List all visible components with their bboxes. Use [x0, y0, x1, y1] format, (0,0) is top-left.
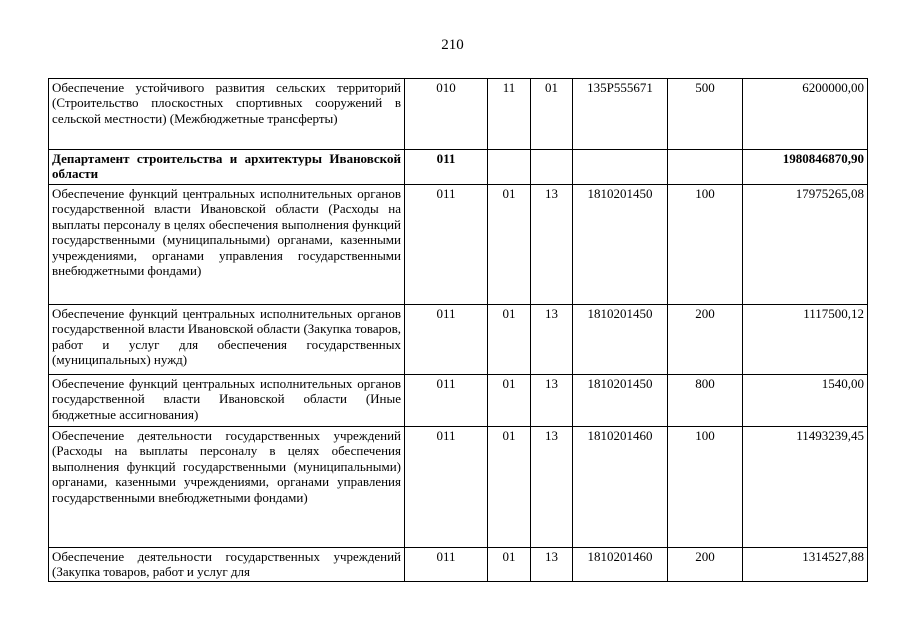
table-row — [49, 150, 868, 185]
expense-type-code: 100 — [668, 427, 743, 548]
table-row — [49, 375, 868, 427]
amount-value: 1980846870,90 — [743, 150, 868, 185]
table-row — [49, 79, 868, 150]
row-description: Обеспечение функций центральных исполнительных органов государственной власти Ивановской области (Иные бюджетные ассигнования) — [49, 375, 405, 427]
amount-value: 1540,00 — [743, 375, 868, 427]
table-row — [49, 548, 868, 582]
section-code: 11 — [488, 79, 531, 150]
expense-type-code: 500 — [668, 79, 743, 150]
table-row — [49, 185, 868, 305]
row-description: Обеспечение деятельности государственных учреждений (Расходы на выплаты персоналу в целях обеспечения выполнения функций государственными (муниципальными) органами, казенными учреждениями, органами управления государственными внебюджетными фондами) — [49, 427, 405, 548]
target-article-code: 1810201450 — [573, 185, 668, 305]
ministry-code: 010 — [405, 79, 488, 150]
table-body — [49, 79, 868, 582]
section-code: 01 — [488, 185, 531, 305]
section-code: 01 — [488, 427, 531, 548]
expense-type-code — [668, 150, 743, 185]
subsection-code: 01 — [531, 79, 573, 150]
amount-value: 1117500,12 — [743, 305, 868, 375]
subsection-code: 13 — [531, 375, 573, 427]
ministry-code: 011 — [405, 548, 488, 582]
expense-type-code: 200 — [668, 548, 743, 582]
subsection-code: 13 — [531, 305, 573, 375]
row-description: Обеспечение деятельности государственных учреждений (Закупка товаров, работ и услуг для — [49, 548, 405, 582]
expense-type-code: 800 — [668, 375, 743, 427]
target-article-code: 135P555671 — [573, 79, 668, 150]
ministry-code: 011 — [405, 185, 488, 305]
expense-type-code: 200 — [668, 305, 743, 375]
row-description: Департамент строительства и архитектуры Ивановской области — [49, 150, 405, 185]
section-code — [488, 150, 531, 185]
target-article-code: 1810201460 — [573, 548, 668, 582]
target-article-code — [573, 150, 668, 185]
table-row — [49, 305, 868, 375]
amount-value: 11493239,45 — [743, 427, 868, 548]
section-code: 01 — [488, 305, 531, 375]
amount-value: 6200000,00 — [743, 79, 868, 150]
amount-value: 17975265,08 — [743, 185, 868, 305]
ministry-code: 011 — [405, 305, 488, 375]
target-article-code: 1810201460 — [573, 427, 668, 548]
ministry-code: 011 — [405, 427, 488, 548]
row-description: Обеспечение функций центральных исполнительных органов государственной власти Ивановской области (Расходы на выплаты персоналу в целях обеспечения выполнения функций государственными (муниципальными) органами, казенными учреждениями, органами управления государственными внебюджетными фондами) — [49, 185, 405, 305]
subsection-code: 13 — [531, 427, 573, 548]
budget-table — [48, 78, 868, 582]
table-row — [49, 427, 868, 548]
subsection-code: 13 — [531, 548, 573, 582]
subsection-code — [531, 150, 573, 185]
ministry-code: 011 — [405, 150, 488, 185]
section-code: 01 — [488, 548, 531, 582]
target-article-code: 1810201450 — [573, 305, 668, 375]
subsection-code: 13 — [531, 185, 573, 305]
section-code: 01 — [488, 375, 531, 427]
expense-type-code: 100 — [668, 185, 743, 305]
row-description: Обеспечение устойчивого развития сельских территорий (Строительство плоскостных спортивных сооружений в сельской местности) (Межбюджетные трансферты) — [49, 79, 405, 150]
amount-value: 1314527,88 — [743, 548, 868, 582]
ministry-code: 011 — [405, 375, 488, 427]
row-description: Обеспечение функций центральных исполнительных органов государственной власти Ивановской области (Закупка товаров, работ и услуг для обеспечения государственных (муниципальных) нужд) — [49, 305, 405, 375]
page-number: 210 — [441, 37, 464, 53]
target-article-code: 1810201450 — [573, 375, 668, 427]
